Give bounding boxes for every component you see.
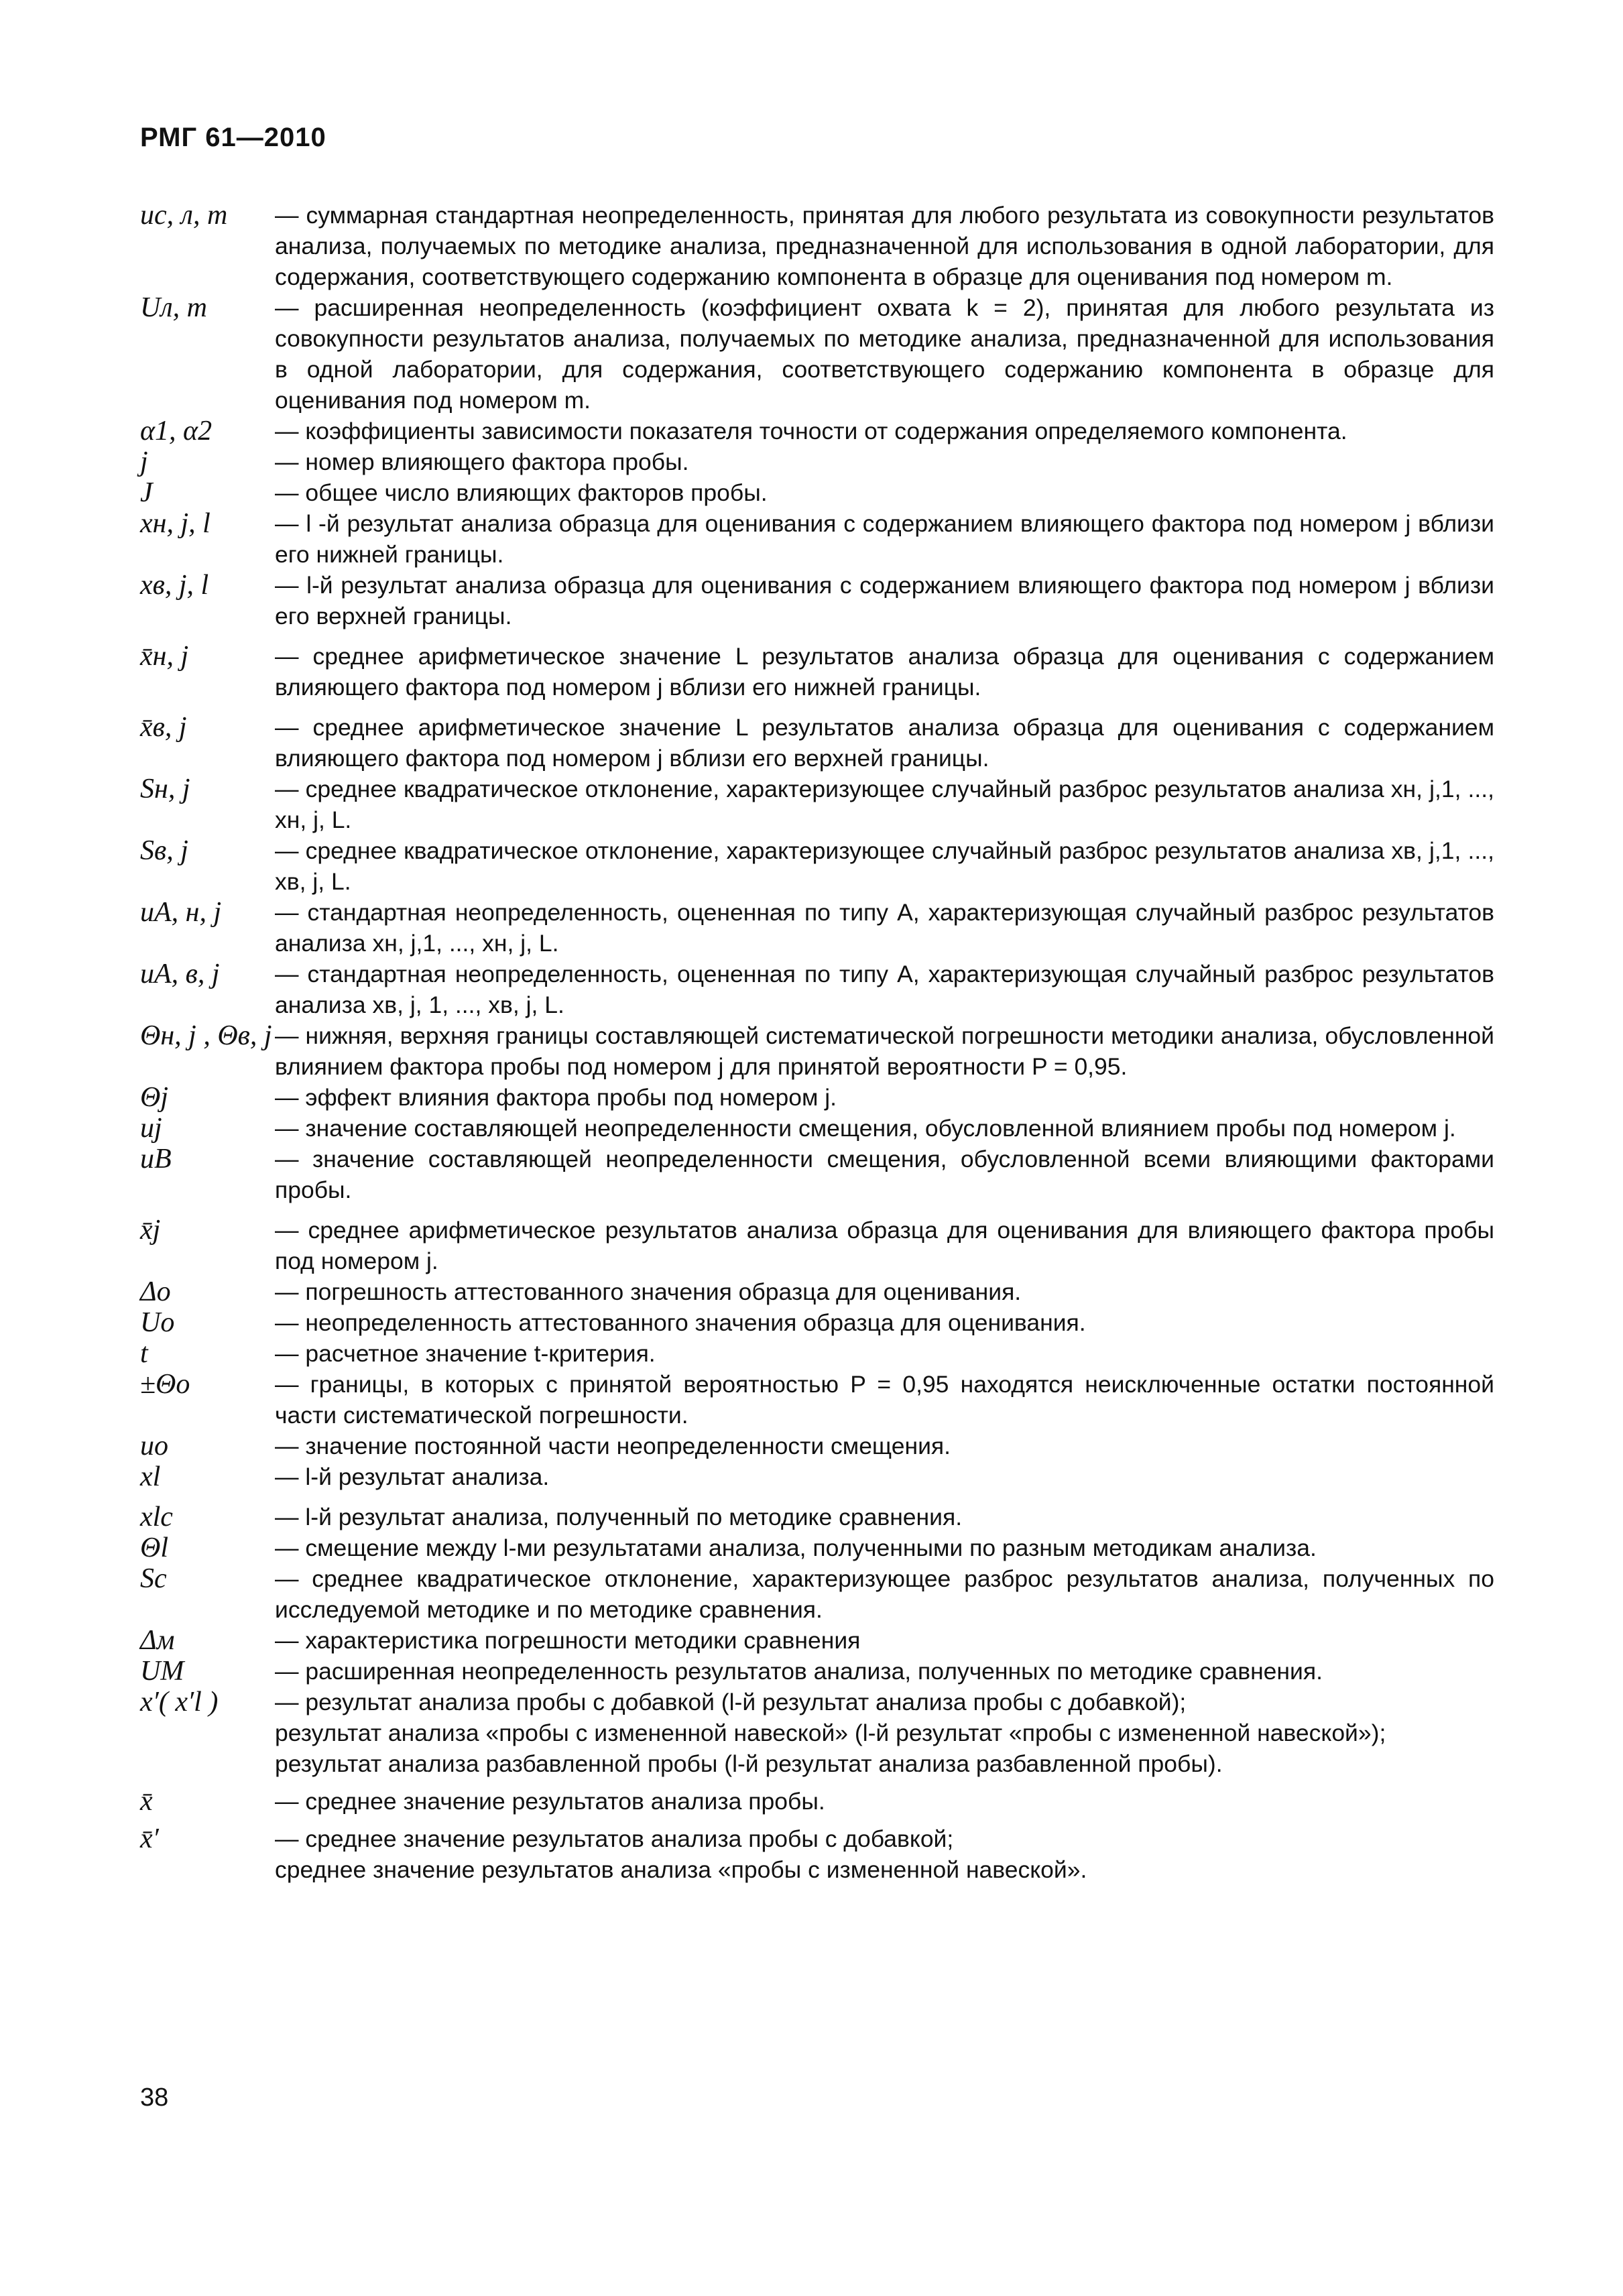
definition-text: — значение постоянной части неопределенности смещения. [275, 1433, 951, 1459]
definition-row [140, 1717, 1494, 1748]
definition-row [140, 416, 1494, 446]
definition-text: — характеристика погрешности методики сравнения [275, 1627, 861, 1654]
definition-row [140, 1113, 1494, 1144]
definition-text: — стандартная неопределенность, оцененная по типу А, характеризующая случайный разброс результатов анализа xв, j, 1, ..., xв, j, L. [275, 961, 1494, 1018]
definition-row [140, 1854, 1494, 1885]
definition-row [140, 1144, 1494, 1205]
definition-row [140, 1625, 1494, 1656]
definition-row [140, 835, 1494, 897]
definition-row [140, 1338, 1494, 1369]
definition-symbol: α1, α2 [140, 416, 213, 446]
definition-text: — среднее квадратическое отклонение, характеризующее случайный разброс результатов анализа xн, j,1, ..., xн, j, L. [275, 776, 1494, 833]
definition-symbol: UM [140, 1656, 184, 1687]
definition-symbol: uj [140, 1113, 162, 1144]
spacer [140, 1205, 1494, 1215]
definition-symbol: t [140, 1338, 148, 1369]
definition-text: — среднее квадратическое отклонение, характеризующее разброс результатов анализа, полученных по исследуемой методике и по методике сравнения. [275, 1565, 1494, 1623]
definition-row [140, 1431, 1494, 1461]
definition-row [140, 774, 1494, 835]
definition-text: — неопределенность аттестованного значения образца для оценивания. [275, 1309, 1086, 1336]
definition-row [140, 1748, 1494, 1779]
definition-row [140, 292, 1494, 416]
definition-text: среднее значение результатов анализа «пробы с измененной навеской». [275, 1856, 1087, 1883]
definition-symbol: Θl [140, 1532, 168, 1563]
spacer [140, 1779, 1494, 1786]
definition-symbol: uс, л, m [140, 200, 228, 231]
definition-symbol: ±Θо [140, 1369, 190, 1400]
definition-text: — нижняя, верхняя границы составляющей систематической погрешности методики анализа, обусловленной влиянием фактора пробы под номером j для принятой вероятности P = 0,95. [275, 1022, 1494, 1080]
definition-text: — среднее арифметическое значение L результатов анализа образца для оценивания с содержанием влияющего фактора под номером j вблизи его нижней границы. [275, 643, 1494, 701]
definition-row [140, 1307, 1494, 1338]
definition-row [140, 446, 1494, 477]
definition-text: — суммарная стандартная неопределенность, принятая для любого результата из совокупности результатов анализа, получаемых по методике анализа, предназначенной для использования в одной лаборатории, для содержания, соответствующего содержанию компонента в образце для оценивания под номером m. [275, 202, 1494, 290]
definition-text: — среднее значение результатов анализа пробы с добавкой; [275, 1825, 954, 1852]
definition-row [140, 477, 1494, 508]
definition-row [140, 1020, 1494, 1082]
definition-symbol: xн, j, l [140, 508, 211, 539]
definition-text: — стандартная неопределенность, оцененная по типу А, характеризующая случайный разброс результатов анализа xн, j,1, ..., xн, j, L. [275, 899, 1494, 957]
definition-text: результат анализа «пробы с измененной навеской» (l-й результат «пробы с измененной навеской»); [275, 1719, 1386, 1746]
definition-row [140, 570, 1494, 631]
definition-symbol: Sв, j [140, 835, 188, 866]
definition-symbol: Δм [140, 1625, 175, 1656]
definition-row [140, 1461, 1494, 1492]
spacer [140, 631, 1494, 641]
spacer [140, 1817, 1494, 1823]
spacer [140, 1492, 1494, 1502]
definition-text: — номер влияющего фактора пробы. [275, 448, 689, 475]
definition-text: — эффект влияния фактора пробы под номером j. [275, 1084, 837, 1111]
definition-text: результат анализа разбавленной пробы (l-й результат анализа разбавленной пробы). [275, 1750, 1223, 1777]
definition-row [140, 959, 1494, 1020]
definition-symbol: x̄j [140, 1215, 161, 1246]
definition-symbol: Δо [140, 1276, 171, 1307]
definition-text: — l -й результат анализа образца для оценивания с содержанием влияющего фактора под номером j вблизи его нижней границы. [275, 510, 1494, 568]
definition-symbol: Sн, j [140, 774, 190, 804]
definition-symbol: Θj [140, 1082, 168, 1113]
definition-symbol: uA, в, j [140, 959, 220, 989]
definition-symbol: Sс [140, 1563, 167, 1594]
definition-row [140, 1276, 1494, 1307]
definition-text: — границы, в которых с принятой вероятностью P = 0,95 находятся неисключенные остатки постоянной части систематической погрешности. [275, 1371, 1494, 1429]
definition-symbol: x̄в, j [140, 712, 187, 743]
definition-symbol: uA, н, j [140, 897, 222, 928]
definition-symbol: Uл, m [140, 292, 207, 323]
definition-symbol: uо [140, 1431, 168, 1461]
definition-text: — l-й результат анализа, полученный по методике сравнения. [275, 1504, 963, 1530]
definition-symbol: x̄ [140, 1786, 153, 1817]
definition-text: — результат анализа пробы с добавкой (l-й результат анализа пробы с добавкой); [275, 1689, 1187, 1715]
definition-text: — среднее арифметическое значение L результатов анализа образца для оценивания с содержанием влияющего фактора под номером j вблизи его верхней границы. [275, 714, 1494, 772]
definition-text: — смещение между l-ми результатами анализа, полученными по разным методикам анализа. [275, 1534, 1317, 1561]
definition-row [140, 641, 1494, 703]
definition-row [140, 1369, 1494, 1431]
definition-text: — l-й результат анализа образца для оценивания с содержанием влияющего фактора под номером j вблизи его верхней границы. [275, 572, 1494, 629]
definition-row [140, 1215, 1494, 1276]
definition-text: — погрешность аттестованного значения образца для оценивания. [275, 1278, 1022, 1305]
definition-symbol: Uо [140, 1307, 175, 1338]
definition-row [140, 1532, 1494, 1563]
definition-symbol: J [140, 477, 153, 508]
definition-row [140, 200, 1494, 292]
definition-text: — l-й результат анализа. [275, 1463, 550, 1490]
definition-text: — расширенная неопределенность результатов анализа, полученных по методике сравнения. [275, 1658, 1323, 1685]
definition-symbol: xв, j, l [140, 570, 209, 601]
definitions-list [140, 200, 1494, 1885]
definition-symbol: xlс [140, 1502, 173, 1532]
definition-row [140, 1786, 1494, 1817]
definition-symbol: x′( x′l ) [140, 1687, 219, 1717]
definition-row [140, 508, 1494, 570]
definition-row [140, 1082, 1494, 1113]
definition-text: — среднее арифметическое результатов анализа образца для оценивания для влияющего фактора пробы под номером j. [275, 1217, 1494, 1274]
definition-row [140, 1823, 1494, 1854]
definition-row [140, 712, 1494, 774]
definition-row [140, 1563, 1494, 1625]
definition-text: — расширенная неопределенность (коэффициент охвата k = 2), принятая для любого результата из совокупности результатов анализа, получаемых по методике анализа, предназначенной для использования в одной лаборатории, для содержания, соответствующего содержанию компонента в образце для оценивания под номером m. [275, 294, 1494, 414]
document-header: РМГ 61—2010 [140, 123, 326, 152]
definition-row [140, 1502, 1494, 1532]
definition-symbol: uB [140, 1144, 172, 1174]
definition-text: — среднее значение результатов анализа пробы. [275, 1788, 825, 1815]
definition-symbol: x̄н, j [140, 641, 189, 672]
definition-text: — значение составляющей неопределенности смещения, обусловленной всеми влияющими факторами пробы. [275, 1146, 1494, 1203]
definition-text: — расчетное значение t-критерия. [275, 1340, 656, 1367]
definition-text: — коэффициенты зависимости показателя точности от содержания определяемого компонента. [275, 418, 1347, 444]
definition-symbol: x̄′ [140, 1823, 159, 1854]
definition-row [140, 897, 1494, 959]
spacer [140, 703, 1494, 712]
definition-symbol: Θн, j , Θв, j [140, 1020, 272, 1051]
definition-symbol: j [140, 446, 148, 477]
definition-text: — среднее квадратическое отклонение, характеризующее случайный разброс результатов анализа xв, j,1, ..., xв, j, L. [275, 837, 1494, 895]
page-number: 38 [140, 2083, 169, 2112]
definition-text: — общее число влияющих факторов пробы. [275, 479, 768, 506]
definition-row [140, 1656, 1494, 1687]
definition-text: — значение составляющей неопределенности смещения, обусловленной влиянием пробы под номером j. [275, 1115, 1456, 1142]
definition-row [140, 1687, 1494, 1717]
definition-symbol: xl [140, 1461, 161, 1492]
